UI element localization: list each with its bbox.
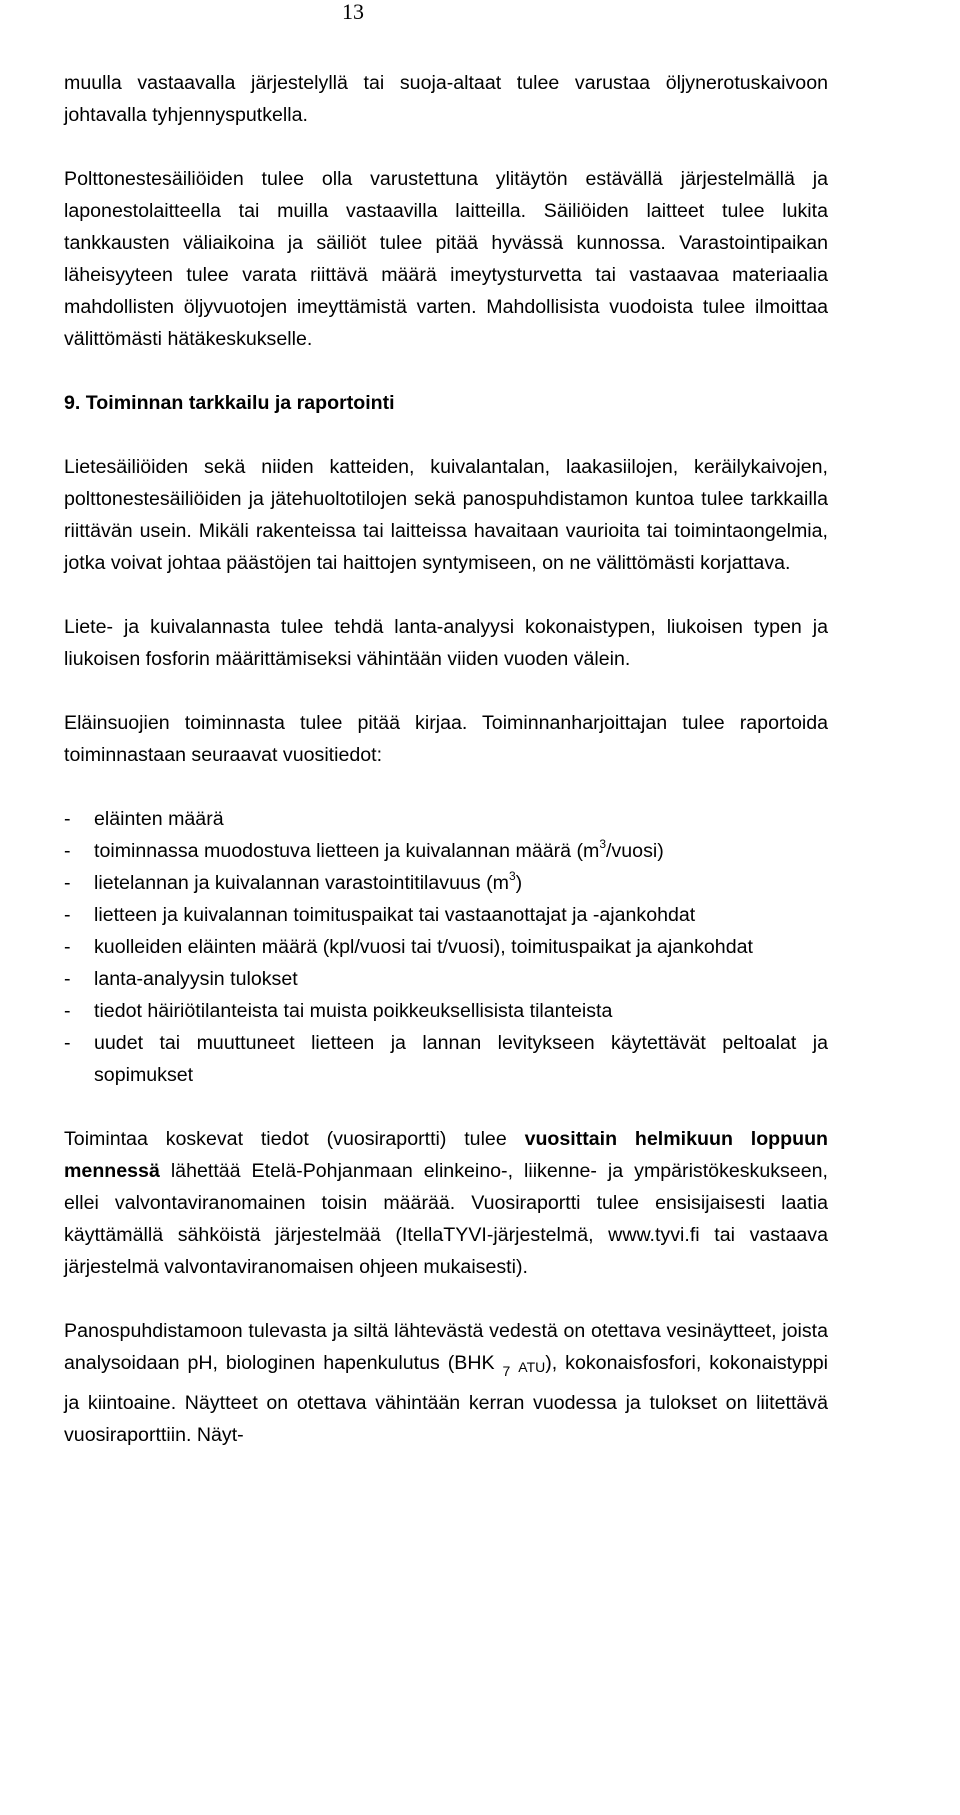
list-item: - lanta-analyysin tulokset bbox=[64, 963, 828, 995]
section-heading: 9. Toiminnan tarkkailu ja raportointi bbox=[64, 392, 395, 414]
page-number: 13 bbox=[342, 0, 364, 24]
dash-bullet: - bbox=[64, 1000, 71, 1022]
list-item: - lietelannan ja kuivalannan varastointitilavuus $(m^3)$ bbox=[64, 867, 828, 899]
list-item: - kuolleiden eläinten määrä (kpl/vuosi tai t/vuosi), toimituspaikat ja ajankohdat bbox=[64, 931, 828, 963]
paragraph-water-samples: Panospuhdistamoon tulevasta ja siltä lähtevästä vedestä on otettava vesinäytteet, joista analysoidaan pH, biologinen hapenkulutus (BHK $_7$ ATU), kokonaisfosfori, kokonaistyppi ja kiintoaine. Näytteet on otettava vähintään kerran vuodessa ja tulokset on liitettävä vuosiraporttiin. Näyt- bbox=[64, 1320, 828, 1446]
paragraph-monitoring: Lietesäiliöiden sekä niiden katteiden, kuivalantalan, laakasiilojen, keräilykaivojen, polttonestesäiliöiden ja jätehuoltotilojen sekä panospuhdistamon kuntoa tulee tarkkailla riittävän usein. Mikäli rakenteissa tai laitteissa havaitaan vaurioita tai toimintaongelmia, jotka voivat johtaa päästöjen tai haittojen syntymiseen, on ne välittömästi korjattava. bbox=[64, 456, 828, 574]
list-item: - tiedot häiriötilanteista tai muista poikkeuksellisista tilanteista bbox=[64, 995, 828, 1027]
dash-bullet: - bbox=[64, 872, 71, 894]
dash-bullet: - bbox=[64, 808, 71, 830]
dash-bullet: - bbox=[64, 936, 71, 958]
list-item: - toiminnassa muodostuva lietteen ja kuivalannan määrä $(m^3/vuosi)$ bbox=[64, 835, 828, 867]
dash-bullet: - bbox=[64, 1032, 71, 1054]
document-body bbox=[64, 67, 828, 1451]
dash-bullet: - bbox=[64, 840, 71, 862]
paragraph-annual-report: Toimintaa koskevat tiedot (vuosiraportti) tulee vuosittain helmikuun loppuun mennessä lähettää Etelä-Pohjanmaan elinkeino-, liikenne- ja ympäristökeskukseen, ellei valvontaviranomainen toisin määrää. Vuosiraportti tulee ensisijaisesti laatia käyttämällä sähköistä järjestelmää (ItellaTYVI-järjestelmä, www.tyvi.fi tai vastaava järjestelmä valvontaviranomaisen ohjeen mukaisesti). bbox=[64, 1128, 829, 1278]
annual-data-list bbox=[64, 803, 828, 1091]
paragraph-manure-analysis: Liete- ja kuivalannasta tulee tehdä lanta-analyysi kokonaistypen, liukoisen typen ja liukoisen fosforin määrittämiseksi vähintään viiden vuoden välein. bbox=[64, 616, 828, 670]
dash-bullet: - bbox=[64, 968, 71, 990]
paragraph-fuel-tanks: Polttonestesäiliöiden tulee olla varustettuna ylitäytön estävällä järjestelmällä ja laponestolaitteella tai muilla vastaavilla laitteilla. Säiliöiden laitteet tulee lukita tankkausten väliaikoina ja säiliöt tulee pitää hyvässä kunnossa. Varastointipaikan läheisyyteen tulee varata riittävä määrä imeytysturvetta tai vastaavaa materiaalia mahdollisten öljyvuotojen imeyttämistä varten. Mahdollisista vuodoista tulee ilmoittaa välittömästi hätäkeskukselle. bbox=[64, 168, 828, 350]
list-item: - eläinten määrä bbox=[64, 803, 828, 835]
paragraph-oil-separator: muulla vastaavalla järjestelyllä tai suoja-altaat tulee varustaa öljynerotuskaivoon johtavalla tyhjennysputkella. bbox=[64, 72, 828, 126]
paragraph-records: Eläinsuojien toiminnasta tulee pitää kirjaa. Toiminnanharjoittajan tulee raportoida toiminnastaan seuraavat vuositiedot: bbox=[64, 712, 828, 766]
dash-bullet: - bbox=[64, 904, 71, 926]
list-item: - lietteen ja kuivalannan toimituspaikat tai vastaanottajat ja -ajankohdat bbox=[64, 899, 828, 931]
list-item: - uudet tai muuttuneet lietteen ja lannan levitykseen käytettävät peltoalat ja sopimukset bbox=[64, 1027, 828, 1091]
deadline-emphasis: vuosittain helmikuun loppuun mennessä bbox=[64, 1128, 829, 1182]
